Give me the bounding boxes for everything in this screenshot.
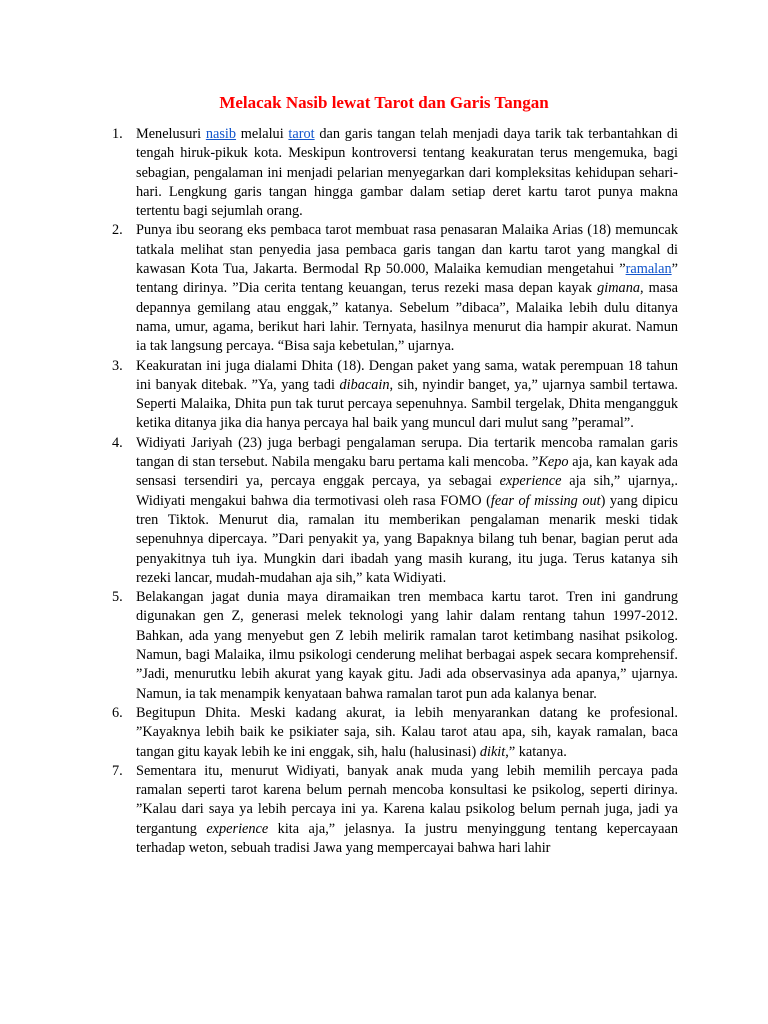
document-title: Melacak Nasib lewat Tarot dan Garis Tangan [219, 93, 549, 112]
link-nasib[interactable]: nasib [205, 126, 237, 142]
paragraph-text [136, 762, 678, 858]
text-run: Sementara itu, menurut Widiyati, banyak anak muda yang lebih memilih percaya pada ramalan seperti tarot karena belum pernah mencoba konsultasi ke psikolog, seperti dirinya. ”Kalau dari saya ya lebih percaya ini ya. Karena kalau psikolog belum pernah juga, jadi ya tergantung [136, 762, 678, 837]
list-number: 7. [112, 762, 123, 779]
italic-text: Kepo [538, 454, 569, 471]
paragraph-text [136, 704, 678, 762]
paragraph-text [136, 357, 678, 434]
paragraph-text [136, 434, 678, 588]
link-ramalan[interactable]: ramalan [625, 261, 672, 278]
text-run: , sih, nyindir banget, ya,” ujarnya sambil tertawa. Seperti Malaika, Dhita pun tak turut percaya sepenuhnya. Sambil tergelak, Dhita mengangguk ketika ditanya jika dia hanya percaya hal baik yang muncul dari mulut sang ”peramal”. [136, 376, 678, 432]
paragraph-text [136, 125, 678, 221]
text-run: aja sih,” ujarnya,. Widiyati mengakui bahwa dia termotivasi oleh rasa FOMO ( [136, 473, 678, 509]
text-run: kita aja,” jelasnya. Ia justru menyinggung tentang kepercayaan terhadap weton, sebuah tradisi Jawa yang mempercayai bahwa hari lahir [136, 820, 678, 856]
text-run: ,” katanya. [505, 743, 567, 760]
text-run: melalui [236, 126, 289, 142]
text-run: ” tentang dirinya. ”Dia cerita tentang keuangan, terus rezeki masa depan kayak [136, 261, 678, 297]
list-item-3 [112, 357, 678, 434]
list-number: 2. [112, 222, 123, 239]
paragraph-text: Belakangan jagat dunia maya diramaikan tren membaca kartu tarot. Tren ini gandrung digunakan gen Z, generasi melek teknologi yang lahir dalam rentang tahun 1997-2012. Bahkan, ada yang menyebut gen Z lebih melirik ramalan tarot ketimbang nasihat psikolog. Namun, bagi Malaika, ilmu psikologi cenderung melihat berbagai aspek secara komprehensif. ”Jadi, menurutku lebih akurat yang kayak gitu. Jadi ada observasinya ada apanya,” ujarnya. Namun, ia tak menampik kenyataan bahwa ramalan tarot pun ada kalanya benar. [136, 589, 678, 702]
list-number: 4. [112, 434, 123, 451]
text-run: Begitupun Dhita. Meski kadang akurat, ia lebih menyarankan datang ke profesional. ”Kayaknya lebih baik ke psikiater saja, sih. Kalau tarot atau apa, sih, kayak ramalan, baca tangan gitu kayak lebih ke ini enggak, sih, halu (halusinasi) [136, 704, 678, 760]
list-number: 5. [112, 589, 123, 606]
text-run: Punya ibu seorang eks pembaca tarot membuat rasa penasaran Malaika Arias (18) memuncak tatkala melihat stan penyedia jasa pembaca garis tangan dan kartu tarot yang mangkal di kawasan Kota Tua, Jakarta. Bermodal Rp 50.000, Malaika kemudian mengetahui ” [136, 222, 678, 278]
text-run: Keakuratan ini juga dialami Dhita (18). Dengan paket yang sama, watak perempuan 18 tahun ini banyak ditebak. ”Ya, yang tadi [136, 357, 678, 393]
text-run: Menelusuri [136, 126, 206, 142]
italic-text: gimana [597, 280, 640, 297]
list-item-2 [112, 221, 678, 356]
list-number: 6. [112, 704, 123, 721]
text-run: Widiyati Jariyah (23) juga berbagi pengalaman serupa. Dia tertarik mencoba ramalan garis tangan di stan tersebut. Nabila mengaku baru pertama kali mencoba. ” [136, 434, 678, 471]
text-run: aja, kan kayak ada sensasi tersendiri ya, percaya enggak percaya, ya sebagai [136, 454, 678, 490]
italic-text: dikit [479, 743, 506, 760]
list-item-1 [112, 125, 678, 221]
list-number: 1. [112, 126, 123, 142]
list-item-6 [112, 704, 678, 762]
numbered-list [112, 125, 678, 858]
text-run: dan garis tangan telah menjadi daya tarik tak terbantahkan di tengah hiruk-pikuk kota. Meskipun kontroversi tentang keakuratan terus mengemuka, bagi sebagian, pengalaman ini menjadi pelarian menyegarkan dari kompleksitas kehidupan sehari-hari. Lengkung garis tangan hingga gambar dalam setiap deret kartu tarot punya makna tertentu bagi sejumlah orang. [136, 126, 678, 220]
list-item-5 [112, 588, 678, 704]
list-number: 3. [112, 357, 123, 374]
list-item-7 [112, 762, 678, 858]
link-tarot[interactable]: tarot [288, 126, 315, 142]
italic-text: experience [206, 820, 269, 837]
text-run: ) yang dipicu tren Tiktok. Menurut dia, ramalan itu memberikan pengalaman menarik meski tidak sepenuhnya dipercaya. ”Dari penyakit ya, yang Bapaknya bilang tuh benar, bagian perut ada penyakitnya tuh iya. Mungkin dari ibadah yang masih kurang, itu juga. Terus katanya sih rezeki lancar, mudah-mudahan aja sih,” kata Widiyati. [136, 492, 678, 586]
paragraph-text [136, 221, 678, 356]
italic-text: experience [499, 473, 562, 490]
text-run: , masa depannya gemilang atau enggak,” katanya. Sebelum ”dibaca”, Malaika lebih dulu ditanya nama, umur, agama, berikut hari lahir. Ternyata, hasilnya menurut dia hampir akurat. Namun ia tak langsung percaya. “Bisa saja kebetulan,” ujarnya. [136, 280, 678, 355]
list-item-4 [112, 434, 678, 588]
italic-text: dibacain [339, 376, 390, 393]
italic-text: fear of missing out [490, 492, 601, 509]
